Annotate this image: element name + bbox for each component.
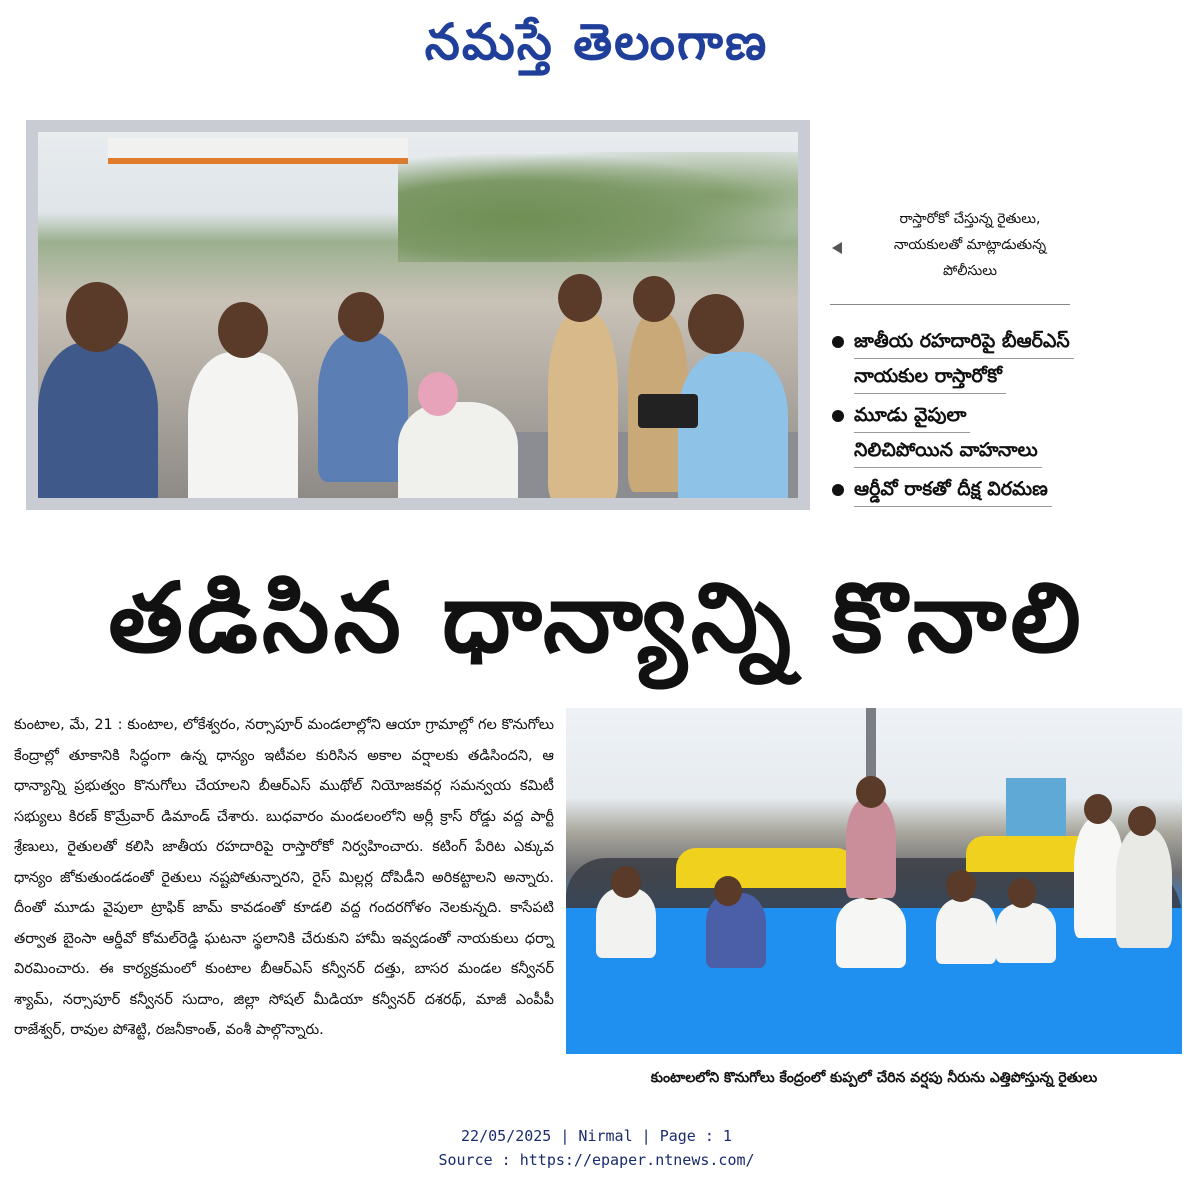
person-figure bbox=[318, 332, 408, 482]
person-figure bbox=[38, 342, 158, 498]
person-head bbox=[946, 870, 976, 902]
fuel-station-canopy bbox=[108, 138, 408, 164]
person-head bbox=[1128, 806, 1156, 836]
person-head bbox=[418, 372, 458, 416]
bottom-photo-caption: కుంటాలలోని కొనుగోలు కేంద్రంలో కుప్పలో చేరిన వర్షపు నీరును ఎత్తిపోస్తున్న రైతులు bbox=[650, 1070, 1098, 1086]
farmer-figure bbox=[706, 893, 766, 968]
bullet-icon bbox=[832, 336, 844, 348]
farmers-photo bbox=[566, 708, 1182, 1054]
highlight-line: నిలిచిపోయిన వాహనాలు bbox=[854, 433, 1042, 468]
bullet-icon bbox=[832, 484, 844, 496]
person-head bbox=[688, 294, 744, 354]
highlights-list bbox=[830, 324, 1170, 507]
headline: తడిసిన ధాన్యాన్ని కొనాలి bbox=[108, 562, 1085, 674]
person-head bbox=[558, 274, 602, 322]
person-head bbox=[66, 282, 128, 352]
person-head bbox=[338, 292, 384, 342]
highlight-line: జాతీయ రహదారిపై బీఆర్ఎస్ bbox=[854, 324, 1074, 359]
farmer-figure bbox=[836, 898, 906, 968]
person-head bbox=[633, 276, 675, 322]
police-figure bbox=[548, 312, 618, 498]
highlight-line: నాయకుల రాస్తారోకో bbox=[854, 359, 1006, 394]
farmer-figure bbox=[596, 888, 656, 958]
caption-line: రాస్తారోకో చేస్తున్న రైతులు, bbox=[899, 211, 1041, 227]
farmer-figure bbox=[846, 798, 896, 898]
bullet-icon bbox=[832, 410, 844, 422]
article-body: కుంటాల, మే, 21 : కుంటాల, లోకేశ్వరం, నర్సాపూర్ మండలాల్లోని ఆయా గ్రామాల్లో గల కొనుగోలు కేంద్రాల్లో తూకానికి సిద్ధంగా ఉన్న ధాన్యం ఇటీవల కురిసిన అకాల వర్షాలకు తడిసిందని, ఆ ధాన్యాన్ని ప్రభుత్వం కొనుగోలు చేయాలని బీఆర్ఎస్ ముథోల్ నియోజకవర్గ సమన్వయ కమిటీ సభ్యులు కిరణ్ కొమ్రేవార్ డిమాండ్ చేశారు. బుధవారం మండలంలోని అర్లీ క్రాస్ రోడ్డు వద్ద పార్టీ శ్రేణులు, రైతులతో కలిసి జాతీయ రహదారిపై రాస్తారోకో నిర్వహించారు. కటింగ్ పేరిట ఎక్కువ ధాన్యం జోకుతుండడంతో రైతులు నష్టపోతున్నారని, రైస్ మిల్లర్ల దోపిడీని అరికట్టాలని అన్నారు. దీంతో మూడు వైపులా ట్రాఫిక్ జామ్ కావడంతో కూడలి వద్ద గందరగోళం నెలకున్నది. కాసేపటి తర్వాత బైంసా ఆర్డీవో కోమల్‌రెడ్డి ఘటనా స్థలానికి చేరుకుని హామీ ఇవ్వడంతో నాయకులు ధర్నా విరమించారు. ఈ కార్యక్రమంలో కుంటాల బీఆర్ఎస్ కన్వీనర్ దత్తు, బాసర మండల కన్వీనర్ శ్యామ్, నర్సాపూర్ కన్వీనర్ సుదాం, జిల్లా సోషల్ మీడియా కన్వీనర్ దశరథ్, మాజీ ఎంపీపీ రాజేశ్వర్, రావుల పోశెట్టి, రజనీకాంత్, వంశీ పాల్గొన్నారు. bbox=[14, 717, 554, 1038]
person-head bbox=[611, 866, 641, 898]
person-head bbox=[714, 876, 742, 906]
highlight-line: ఆర్డీవో రాకతో దీక్ష విరమణ bbox=[854, 472, 1052, 507]
divider bbox=[830, 304, 1070, 305]
highlight-line: మూడు వైపులా bbox=[854, 398, 970, 433]
caption-pointer-icon bbox=[832, 242, 842, 254]
person-head bbox=[856, 776, 886, 808]
newspaper-masthead: నమస్తే తెలంగాణ bbox=[424, 12, 769, 71]
highlight-item bbox=[830, 398, 1170, 468]
farmer-figure bbox=[936, 898, 996, 964]
highlight-item bbox=[830, 324, 1170, 394]
yellow-tarpaulin bbox=[676, 848, 856, 888]
caption-line: నాయకులతో మాట్లాడుతున్న bbox=[893, 237, 1047, 253]
person-figure bbox=[398, 402, 518, 498]
page-footer bbox=[0, 1124, 1193, 1172]
edition-info: 22/05/2025 | Nirmal | Page : 1 bbox=[461, 1127, 732, 1145]
crowd-group bbox=[38, 202, 798, 498]
farmer-figure bbox=[1116, 828, 1172, 948]
source-link[interactable]: Source : https://epaper.ntnews.com/ bbox=[438, 1151, 755, 1169]
caption-line: పోలీసులు bbox=[943, 263, 997, 279]
person-figure bbox=[188, 352, 298, 498]
protest-photo bbox=[38, 132, 798, 498]
protest-photo-frame bbox=[26, 120, 810, 510]
mobile-phone bbox=[638, 394, 698, 428]
person-head bbox=[1008, 878, 1036, 908]
person-head bbox=[1084, 794, 1112, 824]
person-head bbox=[218, 302, 268, 358]
highlight-item bbox=[830, 472, 1170, 507]
farmer-figure bbox=[996, 903, 1056, 963]
top-photo-caption bbox=[855, 206, 1085, 284]
